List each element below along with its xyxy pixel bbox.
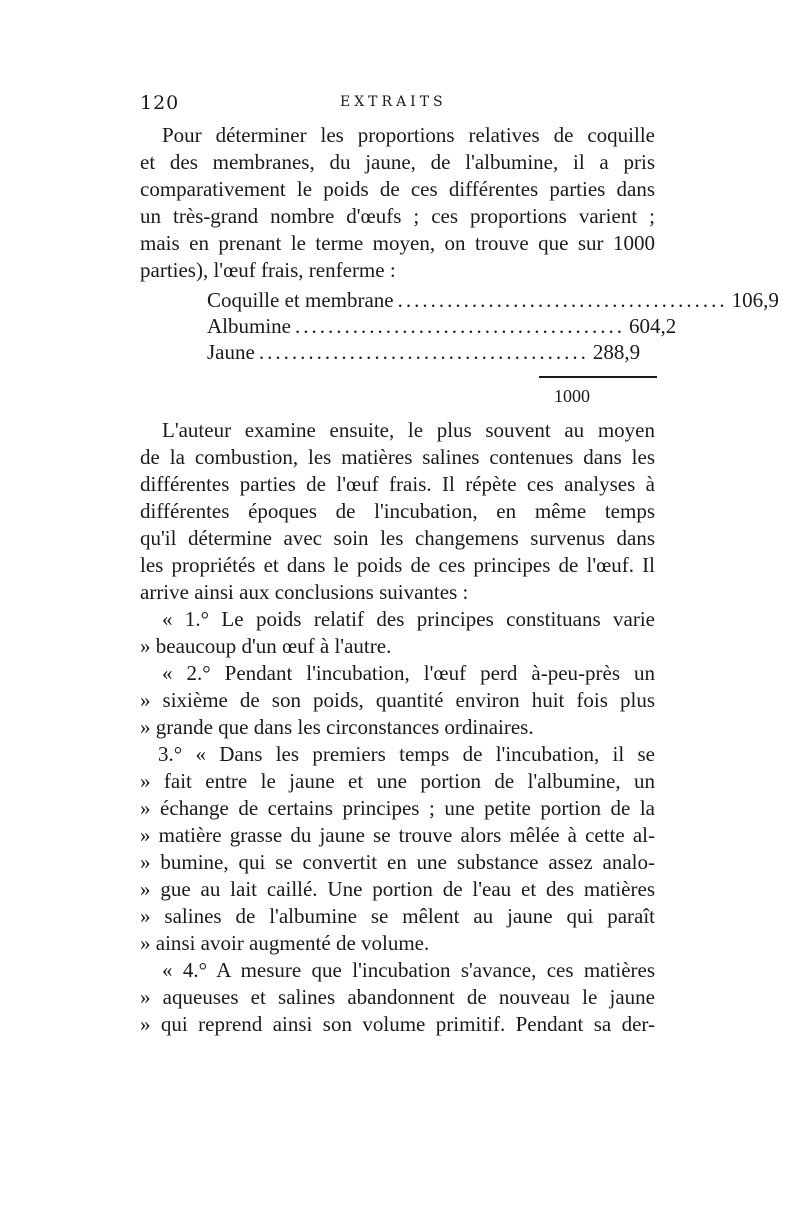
conclusion-3 (140, 741, 655, 957)
conclusion-1 (140, 606, 655, 660)
table-label: Albumine (207, 314, 291, 338)
paragraph-intro (140, 122, 655, 284)
proportions-table (207, 288, 779, 406)
text-line: un très-grand nombre d'œufs ; ces proportions varient ; (140, 204, 655, 228)
text-line: de la combustion, les matières salines contenues dans les (140, 445, 655, 469)
running-head: EXTRAITS (340, 94, 447, 110)
conclusion-4 (140, 957, 655, 1038)
table-label: Jaune (207, 340, 255, 364)
text-line: » matière grasse du jaune se trouve alors mêlée à cette al- (140, 823, 655, 847)
leader-dots: ........................................ (397, 288, 728, 312)
table-value: 106,9 (731, 288, 779, 312)
text-line: Pour déterminer les proportions relatives de coquille (162, 123, 655, 147)
text-line: les propriétés et dans le poids de ces principes de l'œuf. Il (140, 553, 655, 577)
text-line: » grande que dans les circonstances ordinaires. (140, 715, 534, 739)
text-line: » qui reprend ainsi son volume primitif. Pendant sa der- (140, 1012, 655, 1036)
text-line: et des membranes, du jaune, de l'albumine, il a pris (140, 150, 655, 174)
table-total: 1000 (554, 386, 590, 406)
text-line: » salines de l'albumine se mêlent au jaune qui paraît (140, 904, 655, 928)
text-line: 3.° « Dans les premiers temps de l'incubation, il se (158, 742, 655, 766)
text-line: » sixième de son poids, quantité environ huit fois plus (140, 688, 655, 712)
text-line: « 1.° Le poids relatif des principes constituans varie (162, 607, 655, 631)
text-line: « 2.° Pendant l'incubation, l'œuf perd à-peu-près un (162, 661, 655, 685)
text-line: différentes parties de l'œuf frais. Il répète ces analyses à (140, 472, 655, 496)
leader-dots: ........................................ (295, 314, 625, 338)
text-line: mais en prenant le terme moyen, on trouve que sur 1000 (140, 231, 655, 255)
conclusion-2 (140, 660, 655, 741)
table-row (207, 288, 779, 314)
text-line: arrive ainsi aux conclusions suivantes : (140, 580, 469, 604)
text-line: qu'il détermine avec soin les changemens survenus dans (140, 526, 655, 550)
text-line: » échange de certains principes ; une petite portion de la (140, 796, 655, 820)
text-line: » fait entre le jaune et une portion de l'albumine, un (140, 769, 655, 793)
leader-dots: ........................................ (258, 340, 589, 364)
text-line: » ainsi avoir augmenté de volume. (140, 931, 430, 955)
text-line: » aqueuses et salines abandonnent de nouveau le jaune (140, 985, 655, 1009)
sum-rule (539, 376, 657, 378)
table-row (207, 314, 677, 340)
text-line: » bumine, qui se convertit en une substance assez analo- (140, 850, 655, 874)
text-line: comparativement le poids de ces différentes parties dans (140, 177, 655, 201)
table-value: 288,9 (592, 340, 641, 364)
page-number: 120 (140, 92, 180, 114)
text-line: » gue au lait caillé. Une portion de l'eau et des matières (140, 877, 655, 901)
text-line: L'auteur examine ensuite, le plus souvent au moyen (162, 418, 655, 442)
table-label: Coquille et membrane (207, 288, 394, 312)
paragraph-analysis (140, 417, 655, 606)
text-line: parties), l'œuf frais, renferme : (140, 258, 396, 282)
table-row (207, 340, 641, 366)
text-line: » beaucoup d'un œuf à l'autre. (140, 634, 392, 658)
text-line: « 4.° A mesure que l'incubation s'avance, ces matières (162, 958, 655, 982)
body-text (140, 122, 655, 1038)
text-line: différentes époques de l'incubation, en même temps (140, 499, 655, 523)
table-value: 604,2 (629, 314, 677, 338)
